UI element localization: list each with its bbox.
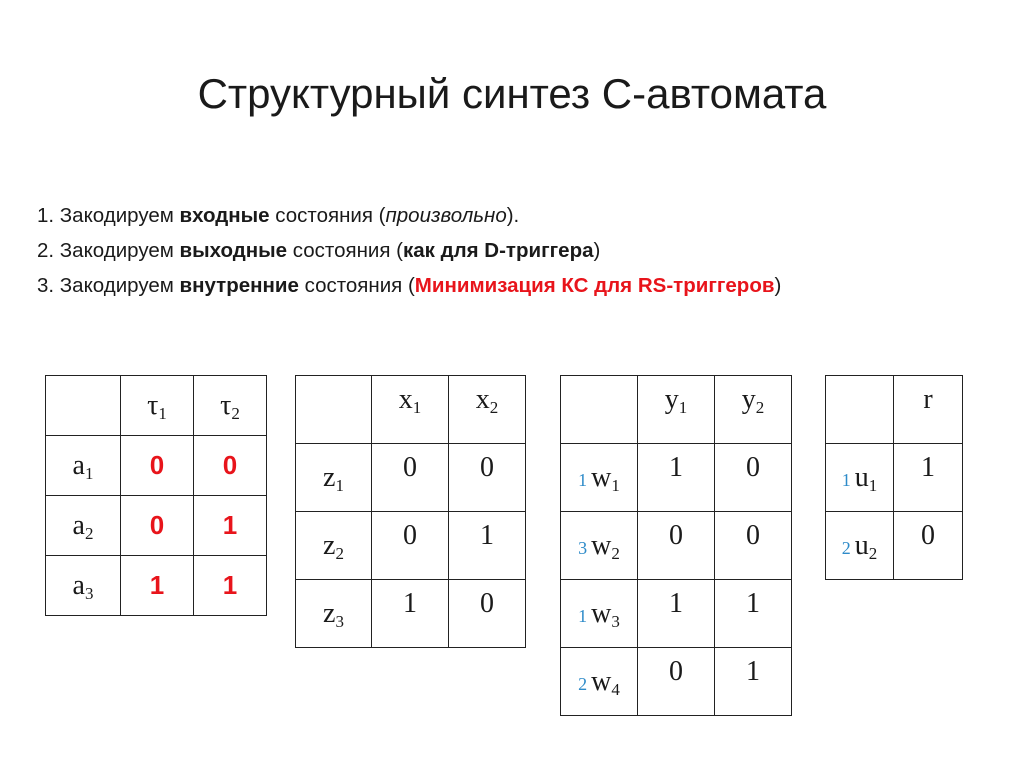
input-coding-table <box>45 375 267 616</box>
cell-a2-tau1: 0 <box>121 496 194 556</box>
u-states-table <box>825 375 963 580</box>
row-label-w2: 3 $w_2$ <box>561 512 638 580</box>
cell-w1-y2: 0 <box>715 444 792 512</box>
cell-u1-r: 1 <box>894 444 963 512</box>
cell-w3-y1: 1 <box>638 580 715 648</box>
cell-w1-y1: 1 <box>638 444 715 512</box>
header-x-1: $x_1$ <box>372 376 449 444</box>
cell-a3-tau2: 1 <box>194 556 267 616</box>
step-3: 3. Закодируем внутренние состояния (Минимизация КС для RS-триггеров) <box>37 274 782 297</box>
cell-z3-x1: 1 <box>372 580 449 648</box>
cell-z3-x2: 0 <box>449 580 526 648</box>
row-label-u1: 1 $u_1$ <box>826 444 894 512</box>
cell-w2-y2: 0 <box>715 512 792 580</box>
step-1: 1. Закодируем входные состояния (произвольно). <box>37 204 520 227</box>
header-tau-2: $\tau_2$ <box>194 376 267 436</box>
header-y-2: $y_2$ <box>715 376 792 444</box>
row-label-a1: $a_1$ <box>46 436 121 496</box>
header-tau-1: $\tau_1$ <box>121 376 194 436</box>
internal-states-table <box>560 375 792 716</box>
cell-a1-tau2: 0 <box>194 436 267 496</box>
steps-list <box>37 198 781 303</box>
slide-title: Структурный синтез С-автомата <box>197 70 827 117</box>
cell-w3-y2: 1 <box>715 580 792 648</box>
cell-z2-x2: 1 <box>449 512 526 580</box>
row-label-z2: $z_2$ <box>296 512 372 580</box>
step-2: 2. Закодируем выходные состояния (как для D-триггера) <box>37 239 601 262</box>
cell-w4-y2: 1 <box>715 648 792 716</box>
cell-w2-y1: 0 <box>638 512 715 580</box>
row-label-z3: $z_3$ <box>296 580 372 648</box>
cell-z1-x2: 0 <box>449 444 526 512</box>
row-label-w1: 1 $w_1$ <box>561 444 638 512</box>
corner-cell <box>46 376 121 436</box>
row-label-w4: 2 $w_4$ <box>561 648 638 716</box>
cell-a2-tau2: 1 <box>194 496 267 556</box>
cell-a3-tau1: 1 <box>121 556 194 616</box>
row-label-u2: 2 $u_2$ <box>826 512 894 580</box>
output-coding-table <box>295 375 526 648</box>
header-x-2: $x_2$ <box>449 376 526 444</box>
row-label-z1: $z_1$ <box>296 444 372 512</box>
cell-a1-tau1: 0 <box>121 436 194 496</box>
cell-w4-y1: 0 <box>638 648 715 716</box>
row-label-w3: 1 $w_3$ <box>561 580 638 648</box>
row-label-a2: $a_2$ <box>46 496 121 556</box>
header-r: r <box>894 376 963 444</box>
row-label-a3: $a_3$ <box>46 556 121 616</box>
cell-z1-x1: 0 <box>372 444 449 512</box>
cell-z2-x1: 0 <box>372 512 449 580</box>
cell-u2-r: 0 <box>894 512 963 580</box>
corner-cell <box>826 376 894 444</box>
corner-cell <box>561 376 638 444</box>
corner-cell <box>296 376 372 444</box>
header-y-1: $y_1$ <box>638 376 715 444</box>
